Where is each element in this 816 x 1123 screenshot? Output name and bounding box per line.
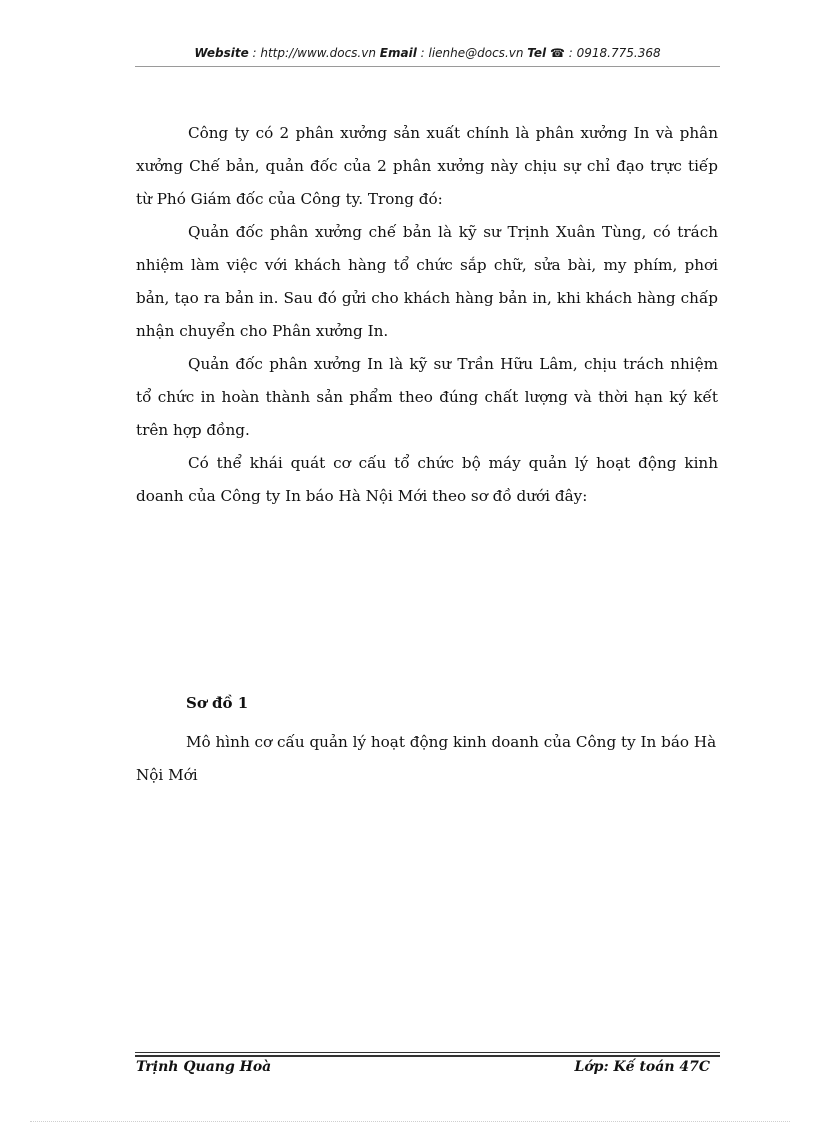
page-header [135, 46, 720, 60]
footer-author: Trịnh Quang Hoà [136, 1059, 272, 1075]
footer-class: Lớp: Kế toán 47C [574, 1059, 710, 1075]
tel-label: Tel [527, 46, 547, 60]
footer-divider-thick [135, 1055, 720, 1057]
diagram-caption: Mô hình cơ cấu quản lý hoạt động kinh doanh của Công ty In báo Hà Nội Mới [136, 733, 717, 784]
tel-value: : 0918.775.368 [564, 46, 661, 60]
website-label: Website [194, 46, 249, 60]
paragraph-3: Quản đốc phân xưởng In là kỹ sư Trần Hữu Lâm, chịu trách nhiệm tổ chức in hoàn thành sản phẩm theo đúng chất lượng và thời hạn ký kết trên hợp đồng. [136, 355, 718, 439]
email-value: : lienhe@docs.vn [416, 46, 528, 60]
body-text [136, 117, 718, 513]
diagram-title: Sơ đồ 1 [186, 694, 249, 712]
header-divider [135, 66, 720, 67]
paragraph-4: Có thể khái quát cơ cấu tổ chức bộ máy quản lý hoạt động kinh doanh của Công ty In báo Hà Nội Mới theo sơ đồ dưới đây: [136, 454, 718, 505]
website-value: : http://www.docs.vn [248, 46, 380, 60]
email-label: Email [379, 46, 417, 60]
phone-icon: ☎ [550, 46, 565, 60]
page-bottom-edge [30, 1121, 790, 1122]
footer-divider-thin [135, 1052, 720, 1053]
paragraph-2: Quản đốc phân xưởng chế bản là kỹ sư Trịnh Xuân Tùng, có trách nhiệm làm việc với khách hàng tổ chức sắp chữ, sửa bài, my phím, phơi bản, tạo ra bản in. Sau đó gửi cho khách hàng bản in, khi khách hàng chấp nhận chuyển cho Phân xưởng In. [136, 223, 718, 340]
paragraph-1: Công ty có 2 phân xưởng sản xuất chính là phân xưởng In và phân xưởng Chế bản, quản đốc của 2 phân xưởng này chịu sự chỉ đạo trực tiếp từ Phó Giám đốc của Công ty. Trong đó: [136, 124, 718, 208]
